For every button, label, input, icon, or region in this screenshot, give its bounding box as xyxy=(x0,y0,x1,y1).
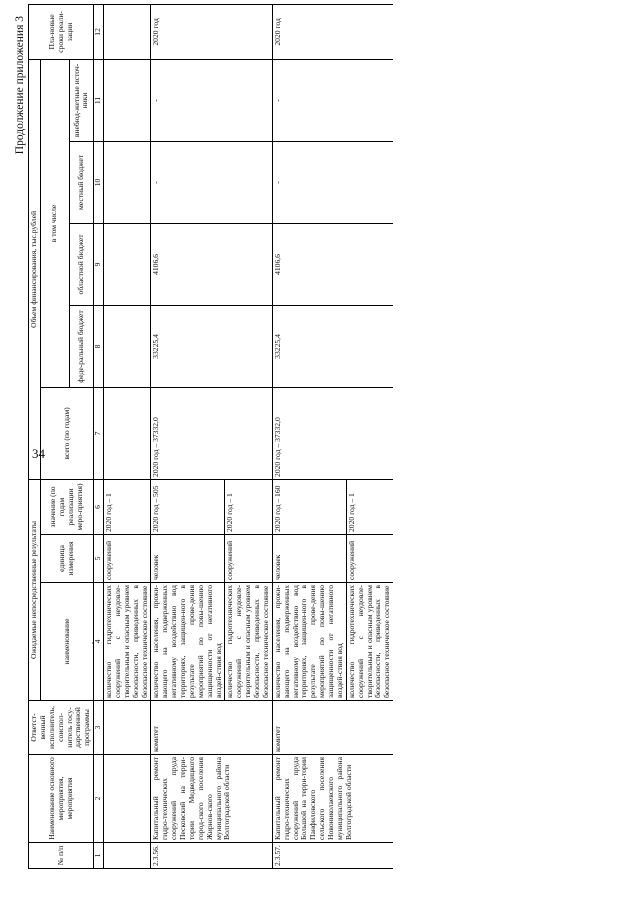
cell-executor: комитет xyxy=(151,701,272,755)
column-number: 12 xyxy=(94,4,104,59)
cell-federal: 33225,4 xyxy=(272,305,393,387)
cell-regional xyxy=(104,223,151,305)
cell-result-name: количество гидротехнических сооружений с неудовле-творительным и опасным уровнем безопасности, приведенных в безопасное техническое состояние xyxy=(225,583,272,701)
header-total: всего (по годам) xyxy=(40,387,93,479)
cell-name xyxy=(104,755,151,843)
measures-table xyxy=(28,4,393,869)
column-number: 3 xyxy=(94,701,104,755)
cell-total: 2020 год – 37332,0 xyxy=(151,387,272,479)
cell-name: Капитальный ремонт гидро-технических сооружений пруда Большой на терри-тории Панфиловского сельского поселения Новониколаевского муниципального района Волгоградской области xyxy=(272,755,393,843)
cell-executor: комитет xyxy=(272,701,393,755)
cell-extra: - xyxy=(151,59,272,141)
header-finance-group: Объем финансирования, тыс.рублей xyxy=(29,59,41,479)
cell-local: - xyxy=(272,141,393,223)
column-numbers-row xyxy=(94,4,104,868)
header-subgroup: в том числе xyxy=(40,59,69,387)
appendix-caption: Продолжение приложения 3 xyxy=(14,16,26,155)
cell-total: 2020 год – 37332,0 xyxy=(272,387,393,479)
column-number: 10 xyxy=(94,141,104,223)
cell-result-name: количество гидротехнических сооружений с неудовле-творительным и опасным уровнем безопасности, приведенных в безопасное техническое состояние xyxy=(104,583,151,701)
cell-total xyxy=(104,387,151,479)
header-federal: феде-ральный бюджет xyxy=(69,305,94,387)
column-number: 9 xyxy=(94,223,104,305)
table-row xyxy=(104,4,151,868)
header-regional: областной бюджет xyxy=(69,223,94,305)
cell-result-unit: сооружений xyxy=(346,535,393,583)
header-name: Наименование основного мероприятия, мероприятия xyxy=(29,755,94,843)
cell-result-value: 2020 год – 1 xyxy=(225,479,272,534)
cell-num xyxy=(104,843,151,869)
table-row xyxy=(151,4,225,868)
header-result-value: значение (по годам реализации меро-приятия) xyxy=(40,479,93,534)
page-number: 34 xyxy=(32,446,45,461)
cell-extra xyxy=(104,59,151,141)
cell-result-name: количество гидротехнических сооружений с неудовле-творительным и опасным уровнем безопасности, приведенных в безопасное техническое состояние xyxy=(346,583,393,701)
cell-result-value: 2020 год – 1 xyxy=(346,479,393,534)
cell-federal xyxy=(104,305,151,387)
table-row xyxy=(272,4,346,868)
column-number: 11 xyxy=(94,59,104,141)
column-number: 8 xyxy=(94,305,104,387)
header-num: № п/п xyxy=(29,843,94,869)
cell-result-unit: сооружений xyxy=(104,535,151,583)
cell-num: 2.3.56. xyxy=(151,843,272,869)
cell-num: 2.3.57. xyxy=(272,843,393,869)
cell-terms: 2020 год xyxy=(272,4,393,59)
cell-result-value: 2020 год – 1 xyxy=(104,479,151,534)
cell-result-unit: сооружений xyxy=(225,535,272,583)
header-result-unit: единица измерения xyxy=(40,535,93,583)
cell-terms xyxy=(104,4,151,59)
cell-result-unit: человек xyxy=(272,535,346,583)
header-local: местный бюджет xyxy=(69,141,94,223)
cell-regional: 4106,6 xyxy=(151,223,272,305)
cell-result-name: количество населения, прожи-вающего на подверженных негативному воздействию вод территориях, защищен-ного в результате прове-дения мероприятий по повы-шению защищенности от негативного воздей-ствия вод xyxy=(272,583,346,701)
header-terms: Пла-новые сроки реали-зации xyxy=(29,4,94,59)
cell-name: Капитальный ремонт гидро-технических сооружений пруда Песковский на терри-тории Медведицкого город-ского поселения Жирнов-ского муниципального района Волгоградской области xyxy=(151,755,272,843)
cell-local xyxy=(104,141,151,223)
column-number: 6 xyxy=(94,479,104,534)
cell-executor xyxy=(104,701,151,755)
header-extra: внебюд-жетные источ-ники xyxy=(69,59,94,141)
header-executor: Ответст-венный исполнитель, соиспол-нитель госу-дарственной программы xyxy=(29,701,94,755)
cell-federal: 33225,4 xyxy=(151,305,272,387)
cell-result-name: количество населения, прожи-вающего на подверженных негативному воздействию вод территориях, защищен-ного в результате прове-дения мероприятий по повы-шению защищенности от негативного воздей-ствия вод xyxy=(151,583,225,701)
column-number: 7 xyxy=(94,387,104,479)
column-number: 2 xyxy=(94,755,104,843)
cell-result-unit: человек xyxy=(151,535,225,583)
column-number: 5 xyxy=(94,535,104,583)
header-result-name: наименование xyxy=(40,583,93,701)
cell-terms: 2020 год xyxy=(151,4,272,59)
cell-extra: - xyxy=(272,59,393,141)
cell-result-value: 2020 год – 505 xyxy=(151,479,225,534)
cell-result-value: 2020 год – 160 xyxy=(272,479,346,534)
cell-regional: 4106,6 xyxy=(272,223,393,305)
header-results-group: Ожидаемые непосредственные результаты xyxy=(29,479,41,700)
cell-local: - xyxy=(151,141,272,223)
column-number: 1 xyxy=(94,843,104,869)
column-number: 4 xyxy=(94,583,104,701)
